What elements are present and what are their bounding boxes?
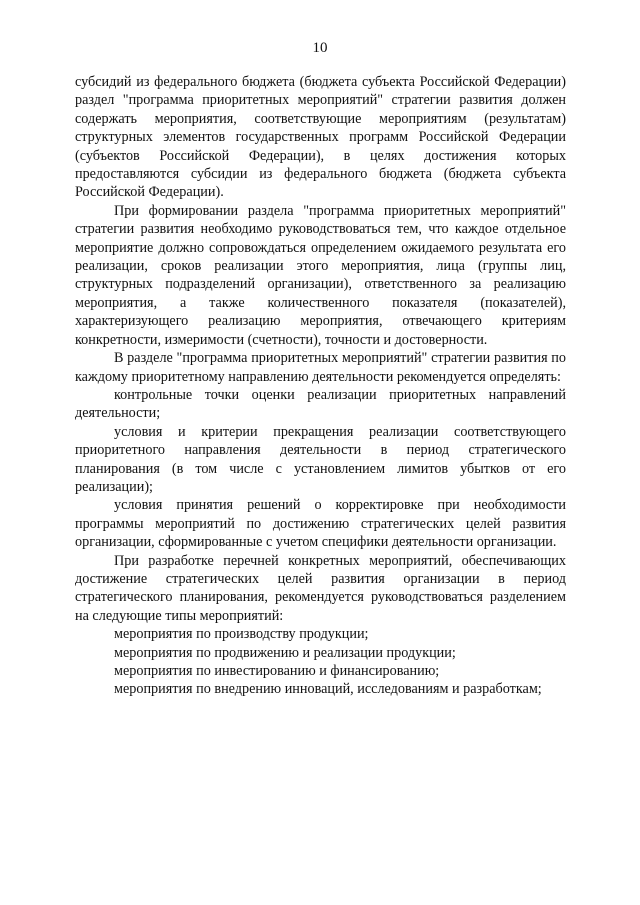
paragraph: условия и критерии прекращения реализации соответствующего приоритетного направления деятельности в период стратегического планирования (в том числе с установлением лимитов убытков от его реализации); [75, 423, 566, 495]
paragraph: субсидий из федерального бюджета (бюджета субъекта Российской Федерации) раздел "программа приоритетных мероприятий" стратегии развития должен содержать мероприятия, соответствующие мероприятиям (результатам) структурных элементов государственных программ Российской Федерации (субъектов Российской Федерации), в целях достижения которых предоставляются субсидии из федерального бюджета (бюджета субъекта Российской Федерации). [75, 74, 566, 201]
page-number: 10 [312, 40, 328, 56]
paragraph: мероприятия по внедрению инноваций, исследованиям и разработкам; [114, 681, 542, 698]
paragraph: условия принятия решений о корректировке при необходимости программы мероприятий по достижению стратегических целей развития организации, сформированные с учетом специфики деятельности организации. [75, 497, 566, 551]
paragraph: При разработке перечней конкретных мероприятий, обеспечивающих достижение стратегических целей развития организации в период стратегического планирования, рекомендуется руководствоваться разделением на следующие типы мероприятий: [75, 552, 566, 624]
body-text [75, 73, 566, 699]
paragraph: контрольные точки оценки реализации приоритетных направлений деятельности; [75, 386, 566, 422]
paragraph: мероприятия по продвижению и реализации продукции; [114, 644, 456, 661]
paragraph: При формировании раздела "программа приоритетных мероприятий" стратегии развития необходимо руководствоваться тем, что каждое отдельное мероприятие должно сопровождаться определением ожидаемого результата его реализации, сроков реализации этого мероприятия, лица (группы лиц, структурных подразделений организации), ответственного за реализацию мероприятия, а также количественного показателя (показателей), характеризующего реализацию мероприятия, отвечающего критериям конкретности, измеримости (счетности), точности и достоверности. [75, 202, 566, 348]
paragraph: мероприятия по производству продукции; [114, 626, 369, 643]
paragraph: мероприятия по инвестированию и финансированию; [114, 663, 440, 679]
paragraph: В разделе "программа приоритетных мероприятий" стратегии развития по каждому приоритетному направлению деятельности рекомендуется определять: [75, 350, 566, 385]
